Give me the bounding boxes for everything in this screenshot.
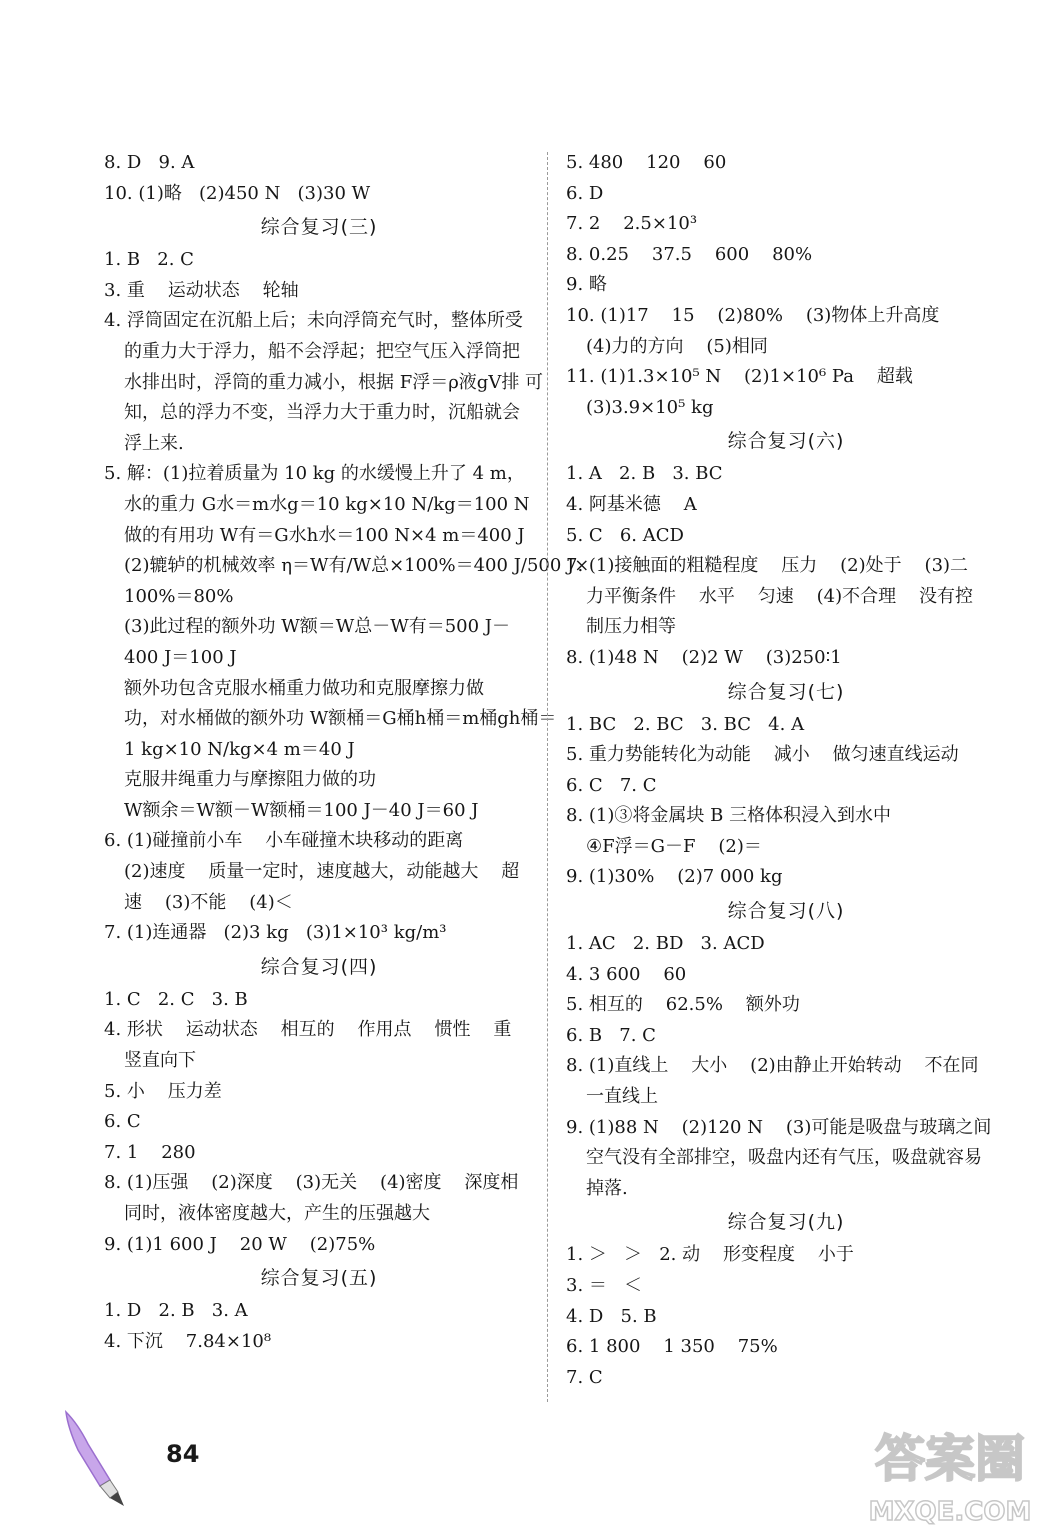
answer-line: 4. 3 600 60	[566, 963, 687, 985]
answer-line: 9. (1)88 N (2)120 N (3)可能是吸盘与玻璃之间	[566, 1116, 992, 1138]
answer-line: 力平衡条件 水平 匀速 (4)不合理 没有控	[586, 585, 974, 607]
answer-line: 克服井绳重力与摩擦阻力做的功	[124, 769, 376, 791]
answer-line: 4. 浮筒固定在沉船上后；未向浮筒充气时，整体所受	[104, 310, 523, 332]
answer-line: 1. D 2. B 3. A	[104, 1300, 248, 1322]
answer-line: W额余＝W额－W额桶＝100 J－40 J＝60 J	[124, 799, 479, 821]
answer-line: 功，对水桶做的额外功 W额桶＝G桶h桶＝m桶gh桶＝	[124, 708, 557, 730]
answer-line: 水的重力 G水＝m水g＝10 kg×10 N/kg＝100 N	[124, 493, 530, 515]
right-column	[566, 148, 1006, 1393]
answer-line: 速 (3)不能 (4)＜	[124, 891, 293, 913]
answer-line: 5. C 6. ACD	[566, 524, 684, 546]
answer-line: (4)力的方向 (5)相同	[586, 335, 768, 357]
answer-line: 9. 略	[566, 274, 607, 296]
answer-line: 4. D 5. B	[566, 1305, 657, 1327]
answer-line: 3. 重 运动状态 轮轴	[104, 279, 299, 301]
answer-line: 8. 0.25 37.5 600 80%	[566, 243, 813, 265]
answer-line: 1. ＞ ＞ 2. 动 形变程度 小于	[566, 1244, 854, 1266]
section-heading: 综合复习(七)	[727, 680, 845, 703]
watermark-bottom-text: MXQE.COM	[868, 1497, 1032, 1527]
section-heading: 综合复习(九)	[727, 1211, 845, 1234]
answer-line: 同时，液体密度越大，产生的压强越大	[124, 1203, 430, 1224]
pen-icon	[60, 1410, 140, 1510]
watermark-logo	[858, 1420, 1043, 1532]
answer-line: 空气没有全部排空，吸盘内还有气压，吸盘就容易	[586, 1147, 982, 1169]
answer-line: 一直线上	[586, 1086, 658, 1108]
column-divider	[547, 152, 548, 1402]
answer-line: (2)速度 质量一定时，速度越大，动能越大 超	[124, 861, 520, 883]
answer-line: 6. 1 800 1 350 75%	[566, 1336, 778, 1358]
answer-line: 1. A 2. B 3. BC	[566, 463, 723, 485]
answer-line: 5. 解：(1)拉着质量为 10 kg 的水缓慢上升了 4 m，	[104, 463, 525, 485]
answer-line: 8. D 9. A	[104, 152, 195, 173]
section-heading: 综合复习(八)	[727, 900, 845, 923]
answer-line: 6. B 7. C	[566, 1024, 656, 1046]
answer-line: 5. 重力势能转化为动能 减小 做匀速直线运动	[566, 744, 959, 766]
watermark-top-text: 答案圈	[875, 1430, 1025, 1488]
answer-line: 4. 阿基米德 A	[566, 493, 697, 515]
answer-line: 3. ＝ ＜	[566, 1275, 643, 1296]
answer-line: 6. C 7. C	[566, 774, 657, 796]
answer-line: 5. 相互的 62.5% 额外功	[566, 994, 800, 1016]
answer-line: 10. (1)略 (2)450 N (3)30 W	[104, 182, 371, 204]
answer-line: 11. (1)1.3×10⁵ N (2)1×10⁶ Pa 超载	[566, 366, 913, 388]
answer-line: (3)3.9×10⁵ kg	[586, 396, 714, 418]
answer-line: 400 J＝100 J	[124, 646, 237, 668]
answer-line: 7. C	[566, 1366, 603, 1388]
answer-line: 6. (1)碰撞前小车 小车碰撞木块移动的距离	[104, 830, 464, 852]
answer-line: 5. 小 压力差	[104, 1080, 222, 1102]
answer-line: 制压力相等	[586, 616, 676, 638]
answer-line: (3)此过程的额外功 W额＝W总－W有＝500 J－	[124, 616, 511, 638]
answer-line: 9. (1)1 600 J 20 W (2)75%	[104, 1233, 376, 1255]
answer-line: 4. 下沉 7.84×10⁸	[104, 1330, 272, 1352]
section-heading: 综合复习(六)	[727, 430, 845, 453]
answer-line: 1 kg×10 N/kg×4 m＝40 J	[124, 738, 355, 760]
answer-line: 9. (1)30% (2)7 000 kg	[566, 866, 783, 888]
answer-line: 6. C	[104, 1111, 141, 1133]
answer-line: 10. (1)17 15 (2)80% (3)物体上升高度	[566, 304, 940, 326]
answer-line: 1. B 2. C	[104, 249, 194, 271]
page-number: 84	[166, 1440, 200, 1468]
answer-line: 7. (1)接触面的粗糙程度 压力 (2)处于 (3)二	[566, 555, 969, 577]
section-heading: 综合复习(三)	[260, 216, 378, 239]
answer-line: 8. (1)③将金属块 B 三格体积浸入到水中	[566, 805, 892, 827]
answer-line: 6. D	[566, 182, 604, 204]
answer-line: 5. 480 120 60	[566, 152, 727, 173]
section-heading: 综合复习(四)	[260, 955, 378, 978]
answer-line: 竖直向下	[124, 1050, 196, 1072]
section-heading: 综合复习(五)	[260, 1267, 378, 1290]
answer-line: 知，总的浮力不变，当浮力大于重力时，沉船就会	[124, 402, 520, 424]
answer-line: 4. 形状 运动状态 相互的 作用点 惯性 重	[104, 1019, 512, 1041]
answer-line: 7. (1)连通器 (2)3 kg (3)1×10³ kg/m³	[104, 922, 447, 944]
answer-line: 7. 1 280	[104, 1141, 196, 1163]
answer-line: 8. (1)直线上 大小 (2)由静止开始转动 不在同	[566, 1055, 979, 1077]
answer-line: 1. AC 2. BD 3. ACD	[566, 933, 765, 955]
answer-line: 1. BC 2. BC 3. BC 4. A	[566, 713, 805, 735]
answer-line: 8. (1)48 N (2)2 W (3)250∶1	[566, 646, 842, 668]
answer-line: 水排出时，浮筒的重力减小，根据 F浮＝ρ液gV排 可	[124, 371, 544, 393]
answer-line: ④F浮＝G－F (2)＝	[586, 835, 762, 857]
answer-line: (2)辘轳的机械效率 η＝W有/W总×100%＝400 J/500 J×	[124, 555, 590, 577]
answer-line: 1. C 2. C 3. B	[104, 988, 248, 1010]
answer-line: 7. 2 2.5×10³	[566, 213, 698, 235]
answer-line: 8. (1)压强 (2)深度 (3)无关 (4)密度 深度相	[104, 1172, 519, 1194]
answer-line: 浮上来.	[124, 432, 184, 454]
answer-line: 掉落.	[586, 1177, 628, 1199]
answer-line: 的重力大于浮力，船不会浮起；把空气压入浮筒把	[124, 340, 520, 362]
answer-line: 100%＝80%	[124, 585, 234, 607]
answer-line: 额外功包含克服水桶重力做功和克服摩擦力做	[124, 677, 484, 699]
answer-line: 做的有用功 W有＝G水h水＝100 N×4 m＝400 J	[124, 524, 525, 546]
